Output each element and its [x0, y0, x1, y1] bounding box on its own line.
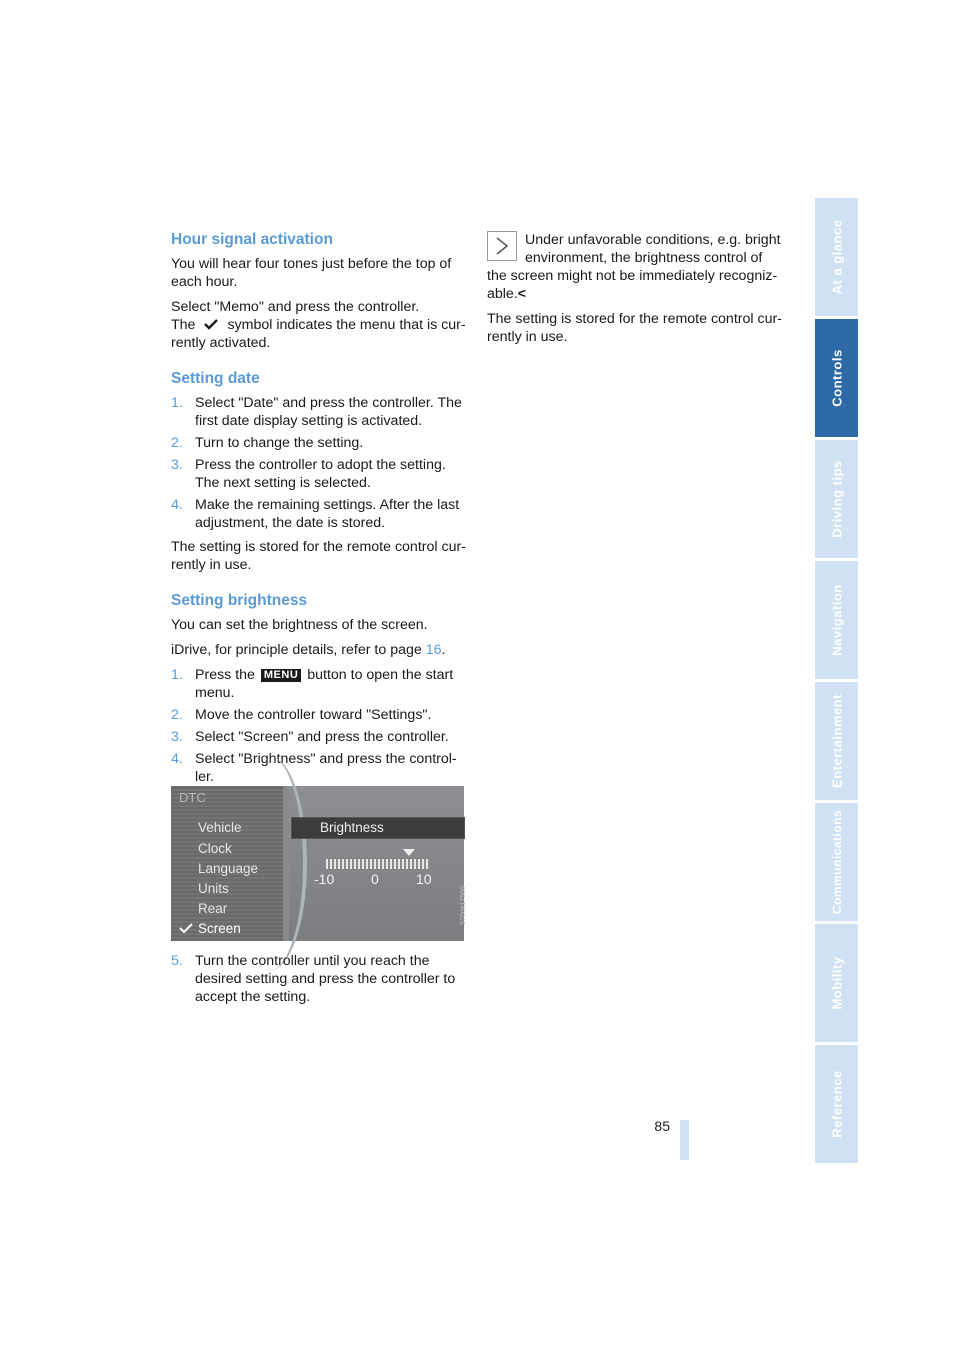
tab-label: Entertainment [829, 694, 844, 788]
screen-menu-language: Language [198, 861, 259, 876]
tab-mobility[interactable] [815, 924, 858, 1042]
brightness-option-label: Brightness [320, 820, 384, 835]
screen-menu-units: Units [198, 881, 229, 896]
tab-reference[interactable] [815, 1045, 858, 1163]
setting-date-heading: Setting date [171, 370, 260, 387]
idrive-reference: iDrive, for principle details, refer to page 16. [171, 642, 446, 658]
the-text: The [171, 317, 196, 333]
tab-controls[interactable] [815, 319, 858, 437]
hour-signal-heading: Hour signal activation [171, 231, 333, 248]
step-number: 4. [171, 751, 183, 767]
page-number: 85 [654, 1118, 670, 1134]
list-item [171, 728, 466, 746]
symbol-text: symbol indicates the menu that is cur-rently activated. [171, 317, 466, 351]
brightness-option [291, 817, 465, 839]
memo-instruction [171, 298, 466, 316]
tab-driving-tips[interactable] [815, 440, 858, 558]
selected-check-icon [179, 923, 193, 933]
list-item [171, 456, 466, 492]
step-text: Press the controller to adopt the setting. The next setting is selected. [195, 457, 446, 491]
list-item [171, 496, 466, 532]
checkmark-icon [201, 317, 221, 331]
left-column [171, 231, 466, 792]
brightness-steps-cont [171, 952, 466, 1006]
step-text: Make the remaining settings. After the last adjustment, the date is stored. [195, 497, 460, 531]
note-end-marker: < [517, 286, 527, 302]
screen-menu-rear: Rear [198, 901, 228, 916]
list-item [171, 750, 466, 786]
step-number: 2. [171, 435, 183, 451]
note-paragraph [487, 231, 783, 303]
brightness-steps [171, 666, 466, 786]
note-text: Under unfavorable conditions, e.g. bright environment, the brightness control of the screen might not be immediately recogniz-able. [487, 232, 781, 302]
tick-min: -10 [314, 871, 335, 887]
step-number: 1. [171, 667, 183, 683]
brightness-intro: You can set the brightness of the screen. [171, 617, 428, 633]
tab-at-a-glance[interactable] [815, 198, 858, 316]
step-text: Select "Brightness" and press the control-ler. [195, 751, 457, 785]
tab-label: Navigation [829, 584, 844, 656]
hour-signal-text: You will hear four tones just before the top of each hour. [171, 256, 452, 290]
memo-text: Select "Memo" and press the controller. [171, 299, 420, 315]
tab-label: Reference [829, 1070, 844, 1138]
step-number: 2. [171, 707, 183, 723]
screen-menu-screen: Screen [198, 921, 241, 936]
tick-max: 10 [416, 871, 432, 887]
slider-pointer-icon [403, 849, 415, 856]
tab-label: Controls [829, 349, 844, 407]
step-number: 1. [171, 395, 183, 411]
active-menu-note [171, 316, 466, 352]
tab-label: Communications [829, 809, 844, 915]
step-text: Press the [195, 667, 255, 683]
step-text: Move the controller toward "Settings". [195, 707, 432, 723]
right-column [487, 231, 783, 353]
list-item [171, 434, 466, 452]
step-text: Select "Date" and press the controller. The first date display setting is activated. [195, 395, 462, 429]
chapter-sidebar [815, 198, 858, 1166]
reference-text: iDrive, for principle details, refer to page [171, 642, 422, 658]
list-item [171, 952, 466, 1006]
list-item [171, 706, 466, 724]
step-number: 4. [171, 497, 183, 513]
note-icon [487, 231, 517, 261]
idrive-screen-image [171, 786, 467, 941]
screen-menu-vehicle: Vehicle [198, 820, 242, 835]
page-link[interactable]: 16 [425, 642, 442, 658]
tab-label: Mobility [829, 956, 844, 1010]
setting-brightness-heading: Setting brightness [171, 592, 308, 609]
list-item [171, 394, 466, 430]
tab-communications[interactable] [815, 803, 858, 921]
tick-zero: 0 [371, 871, 379, 887]
tab-label: At a glance [829, 219, 844, 295]
step-number: 3. [171, 457, 183, 473]
page-marker [680, 1120, 689, 1160]
menu-button-icon: MENU [261, 669, 301, 682]
right-stored-text: The setting is stored for the remote control cur-rently in use. [487, 311, 782, 345]
dtc-label: DTC [179, 790, 206, 805]
step-text: button to open the start menu. [195, 667, 454, 701]
image-code: 570de17966 [460, 886, 467, 925]
date-steps [171, 394, 466, 532]
tab-label: Driving tips [829, 460, 844, 538]
list-item [171, 666, 466, 702]
tab-entertainment[interactable] [815, 682, 858, 800]
brightness-slider [326, 859, 430, 869]
step-number: 5. [171, 953, 183, 969]
step-text: Turn to change the setting. [195, 435, 364, 451]
date-stored-text: The setting is stored for the remote control cur-rently in use. [171, 539, 466, 573]
step-text: Select "Screen" and press the controller. [195, 729, 449, 745]
step-number: 3. [171, 729, 183, 745]
screen-menu-clock: Clock [198, 841, 232, 856]
tab-navigation[interactable] [815, 561, 858, 679]
step-text: Turn the controller until you reach the desired setting and press the controller to accept the setting. [195, 953, 456, 1005]
step-5 [171, 952, 466, 1012]
